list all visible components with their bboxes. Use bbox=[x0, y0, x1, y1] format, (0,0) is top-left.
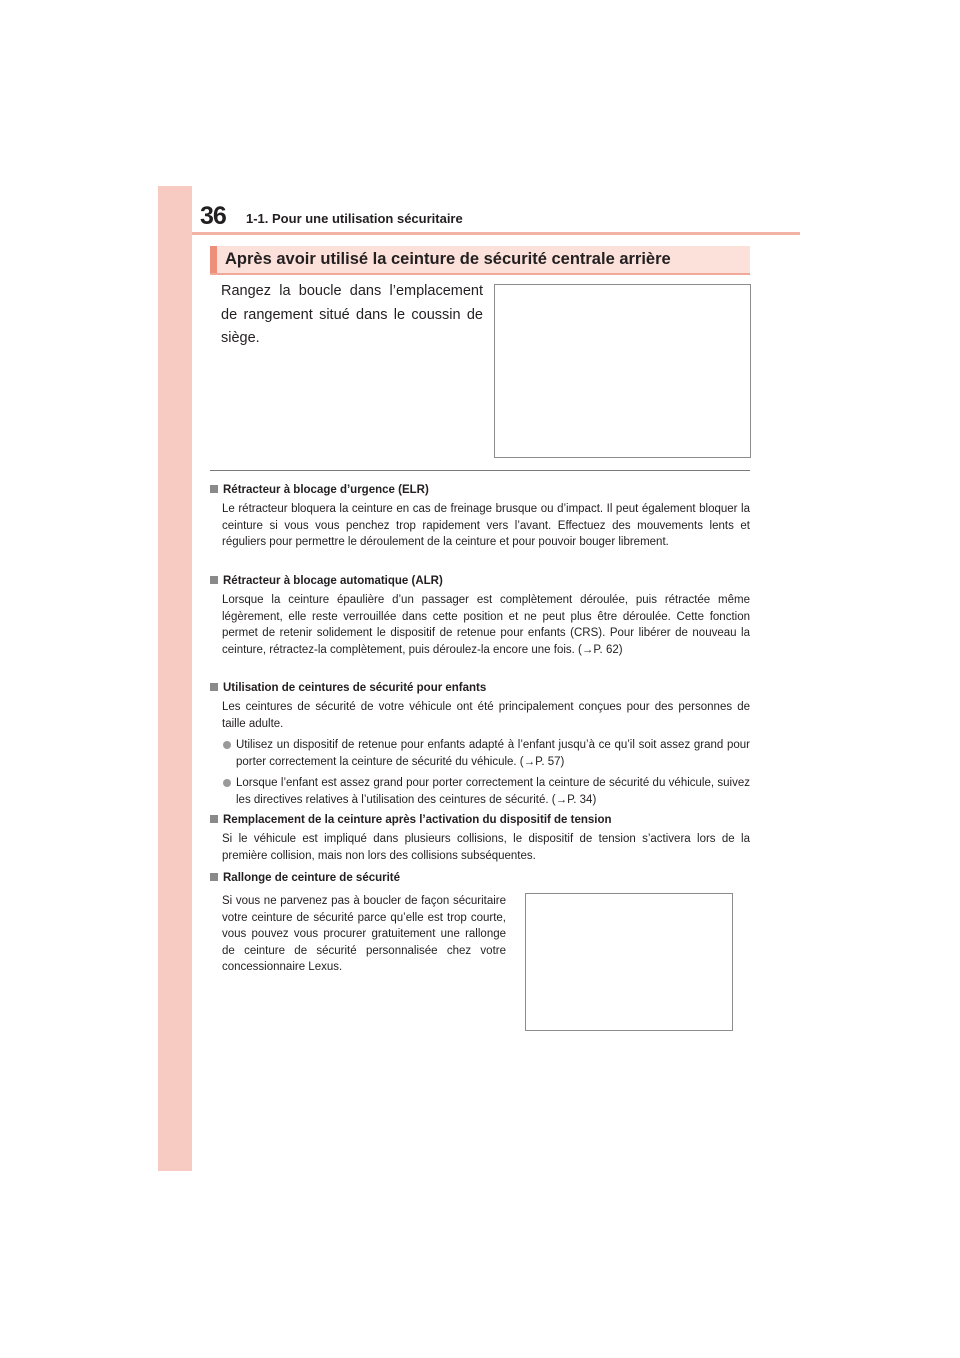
list-item: Utilisez un dispositif de retenue pour enfants adapté à l’enfant jusqu’à ce qu’il soit assez grand pour porter correctement la ceinture de sécurité du véhicule. (→P. 57) bbox=[222, 737, 750, 770]
item-heading: Rétracteur à blocage automatique (ALR) bbox=[210, 573, 750, 589]
item-body: Lorsque la ceinture épaulière d’un passager est complètement déroulée, puis rétractée même légèrement, elle reste verrouillée dans cette position et ne peut plus être déroulée. Cette fonction permet de retenir solidement le dispositif de retenue pour enfants (CRS). Pour libérer de nouveau la ceinture, rétractez-la complètement, puis déroulez-la encore une fois. (→P. 62) bbox=[222, 594, 750, 656]
item-body: Si le véhicule est impliqué dans plusieurs collisions, le dispositif de tension s’activera lors de la première collision, mais non lors des collisions subséquentes. bbox=[222, 833, 750, 862]
section-heading: Après avoir utilisé la ceinture de sécurité centrale arrière bbox=[225, 250, 671, 268]
list-item: Lorsque l’enfant est assez grand pour porter correctement la ceinture de sécurité du véhicule, suivez les directives relatives à l’utilisation des ceintures de sécurité. (→P. 34) bbox=[222, 775, 750, 808]
item-heading: Utilisation de ceintures de sécurité pour enfants bbox=[210, 680, 750, 696]
square-bullet-icon bbox=[210, 873, 218, 881]
illustration-buckle-storage bbox=[494, 284, 751, 458]
info-item-children bbox=[210, 680, 750, 808]
square-bullet-icon bbox=[210, 683, 218, 691]
extender-body: Si vous ne parvenez pas à boucler de façon sécuritaire votre ceinture de sécurité parce qu’elle est trop courte, vous pouvez vous procurer gratuitement une rallonge de ceinture de sécurité personnalisée chez votre concessionnaire Lexus. bbox=[222, 895, 506, 973]
page-number: 36 bbox=[200, 202, 226, 230]
illustration-belt-extender bbox=[525, 893, 733, 1031]
section-heading-bar bbox=[210, 246, 750, 275]
info-item-alr bbox=[210, 573, 750, 658]
chapter-title: 1-1. Pour une utilisation sécuritaire bbox=[246, 211, 463, 226]
section-heading-accent bbox=[210, 246, 217, 273]
square-bullet-icon bbox=[210, 815, 218, 823]
chapter-side-band bbox=[158, 186, 192, 1171]
item-body: Les ceintures de sécurité de votre véhicule ont été principalement conçues pour des personnes de taille adulte. bbox=[222, 701, 750, 730]
item-heading: Remplacement de la ceinture après l’activation du dispositif de tension bbox=[210, 812, 750, 828]
info-item-pretensioner bbox=[210, 812, 750, 864]
square-bullet-icon bbox=[210, 576, 218, 584]
section-divider bbox=[210, 470, 750, 471]
info-item-extender bbox=[210, 870, 750, 886]
header-rule bbox=[192, 232, 800, 235]
circle-bullet-icon bbox=[223, 741, 231, 749]
item-heading: Rallonge de ceinture de sécurité bbox=[210, 870, 750, 886]
square-bullet-icon bbox=[210, 485, 218, 493]
item-body: Le rétracteur bloquera la ceinture en cas de freinage brusque ou d’impact. Il peut également bloquer la ceinture si vous vous penchez trop rapidement vers l’avant. Effectuez des mouvements lents et réguliers pour permettre le déroulement de la ceinture et pour pouvoir bouger librement. bbox=[222, 503, 750, 548]
info-item-elr bbox=[210, 482, 750, 551]
circle-bullet-icon bbox=[223, 779, 231, 787]
section-intro-text: Rangez la boucle dans l’emplacement de rangement situé dans le coussin de siège. bbox=[221, 283, 483, 346]
item-heading: Rétracteur à blocage d’urgence (ELR) bbox=[210, 482, 750, 498]
